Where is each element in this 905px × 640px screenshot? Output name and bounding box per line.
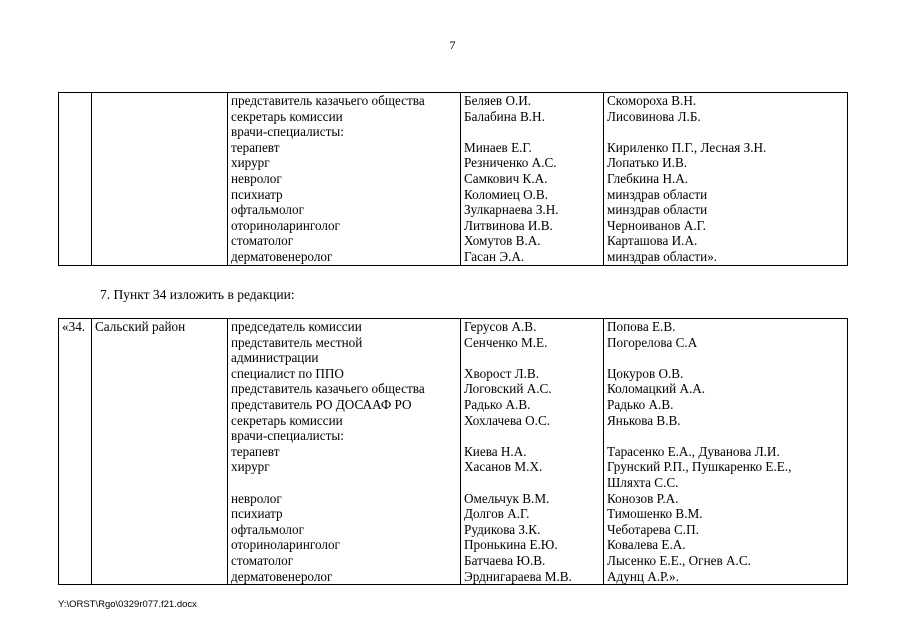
number-cell: «34. (59, 319, 92, 585)
main-member-cell (461, 319, 604, 585)
reserve-line: Погорелова С.А (607, 334, 698, 350)
reserve-line: Чеботарева С.П. (607, 521, 699, 537)
role-line: врачи-специалисты: (231, 124, 344, 140)
role-line: офтальмолог (231, 521, 304, 537)
role-line: секретарь комиссии (231, 412, 343, 428)
main-line (464, 475, 603, 491)
main-line: Минаев Е.Г. (464, 139, 532, 155)
main-line: Беляев О.И. (464, 93, 532, 108)
reserve-line: Лысенко Е.Е., Огнев А.С. (607, 552, 751, 568)
role-line: психиатр (231, 186, 283, 202)
reserve-line: Скомороха В.Н. (607, 93, 697, 108)
reserve-line: Кириленко П.Г., Лесная З.Н. (607, 139, 767, 155)
main-line: Хасанов М.Х. (464, 459, 543, 475)
main-line: Батчаева Ю.В. (464, 552, 546, 568)
role-line: администрации (231, 350, 319, 366)
main-line: Самкович К.А. (464, 170, 548, 186)
main-member-cell (461, 93, 604, 266)
main-line: Долгов А.Г. (464, 506, 530, 522)
reserve-line: Адунц А.Р.». (607, 568, 679, 584)
reserve-line: Лисовинова Л.Б. (607, 108, 701, 124)
role-line: специалист по ППО (231, 365, 344, 381)
role-line: председатель комиссии (231, 319, 362, 334)
main-line (464, 350, 603, 366)
role-line: терапевт (231, 443, 280, 459)
commission-table-salsky (58, 318, 848, 585)
reserve-line (607, 350, 847, 366)
reserve-line: Грунский Р.П., Пушкаренко Е.Е., (607, 459, 792, 475)
district-cell (92, 93, 228, 266)
main-line (464, 124, 603, 140)
district-cell: Сальский район (92, 319, 228, 585)
main-line: Киева Н.А. (464, 443, 527, 459)
main-line: Коломиец О.В. (464, 186, 549, 202)
role-line: стоматолог (231, 552, 294, 568)
reserve-line: Радько А.В. (607, 396, 674, 412)
reserve-line: Глебкина Н.А. (607, 170, 689, 186)
role-line: терапевт (231, 139, 280, 155)
main-line: Хворост Л.В. (464, 365, 540, 381)
main-line: Резниченко А.С. (464, 155, 557, 171)
main-line (464, 428, 603, 444)
role-cell (228, 319, 461, 585)
main-line: Радько А.В. (464, 396, 531, 412)
file-path-footer: Y:\ORST\Rgo\0329r077.f21.docx (58, 599, 197, 610)
table-row (59, 319, 848, 585)
role-line: представитель местной (231, 334, 363, 350)
main-line: Логовский А.С. (464, 381, 552, 397)
main-line: Рудикова З.К. (464, 521, 541, 537)
main-line: Эрднигараева М.В. (464, 568, 572, 584)
main-line: Литвинова И.В. (464, 217, 553, 233)
role-cell (228, 93, 461, 266)
reserve-line: минздрав области». (607, 248, 718, 264)
role-line: дерматовенеролог (231, 568, 333, 584)
commission-table-continued (58, 92, 848, 266)
role-line: оториноларинголог (231, 537, 340, 553)
reserve-line: Конозов Р.А. (607, 490, 679, 506)
main-line: Хохлачева О.С. (464, 412, 551, 428)
reserve-line: Ковалева Е.А. (607, 537, 686, 553)
reserve-line: Черноиванов А.Г. (607, 217, 707, 233)
reserve-line: Тарасенко Е.А., Дуванова Л.И. (607, 443, 780, 459)
reserve-line: Шляхта С.С. (607, 474, 679, 490)
role-line: невролог (231, 490, 282, 506)
role-line: оториноларинголог (231, 217, 340, 233)
role-line: представитель РО ДОСААФ РО (231, 396, 412, 412)
reserve-member-cell (604, 319, 848, 585)
role-line: секретарь комиссии (231, 108, 343, 124)
role-line: дерматовенеролог (231, 248, 333, 264)
reserve-line (607, 124, 847, 140)
reserve-line: Тимошенко В.М. (607, 506, 703, 522)
role-line: офтальмолог (231, 202, 304, 218)
table-row (59, 93, 848, 266)
main-line: Балабина В.Н. (464, 108, 545, 124)
main-line: Зулкарнаева З.Н. (464, 202, 559, 218)
reserve-line: минздрав области (607, 202, 708, 218)
role-line (231, 475, 460, 491)
page-number: 7 (449, 38, 456, 52)
reserve-line: Попова Е.В. (607, 319, 676, 334)
reserve-member-cell (604, 93, 848, 266)
reserve-line (607, 428, 847, 444)
main-line: Пронькина Е.Ю. (464, 537, 558, 553)
role-line: хирург (231, 459, 270, 475)
reserve-line: Коломацкий А.А. (607, 381, 706, 397)
role-line: хирург (231, 155, 270, 171)
main-line: Гасан Э.А. (464, 248, 525, 264)
role-line: стоматолог (231, 233, 294, 249)
role-line: невролог (231, 170, 282, 186)
number-cell (59, 93, 92, 266)
clause-text: 7. Пункт 34 изложить в редакции: (100, 287, 295, 302)
role-line: представитель казачьего общества (231, 93, 425, 108)
role-line: психиатр (231, 506, 283, 522)
role-line: врачи-специалисты: (231, 428, 344, 444)
reserve-line: Цокуров О.В. (607, 365, 684, 381)
reserve-line: Карташова И.А. (607, 233, 698, 249)
reserve-line: Янькова В.В. (607, 412, 681, 428)
main-line: Омельчук В.М. (464, 490, 550, 506)
reserve-line: Лопатько И.В. (607, 155, 688, 171)
main-line: Герусов А.В. (464, 319, 537, 334)
reserve-line: минздрав области (607, 186, 708, 202)
main-line: Сенченко М.Е. (464, 334, 548, 350)
role-line: представитель казачьего общества (231, 381, 425, 397)
main-line: Хомутов В.А. (464, 233, 541, 249)
